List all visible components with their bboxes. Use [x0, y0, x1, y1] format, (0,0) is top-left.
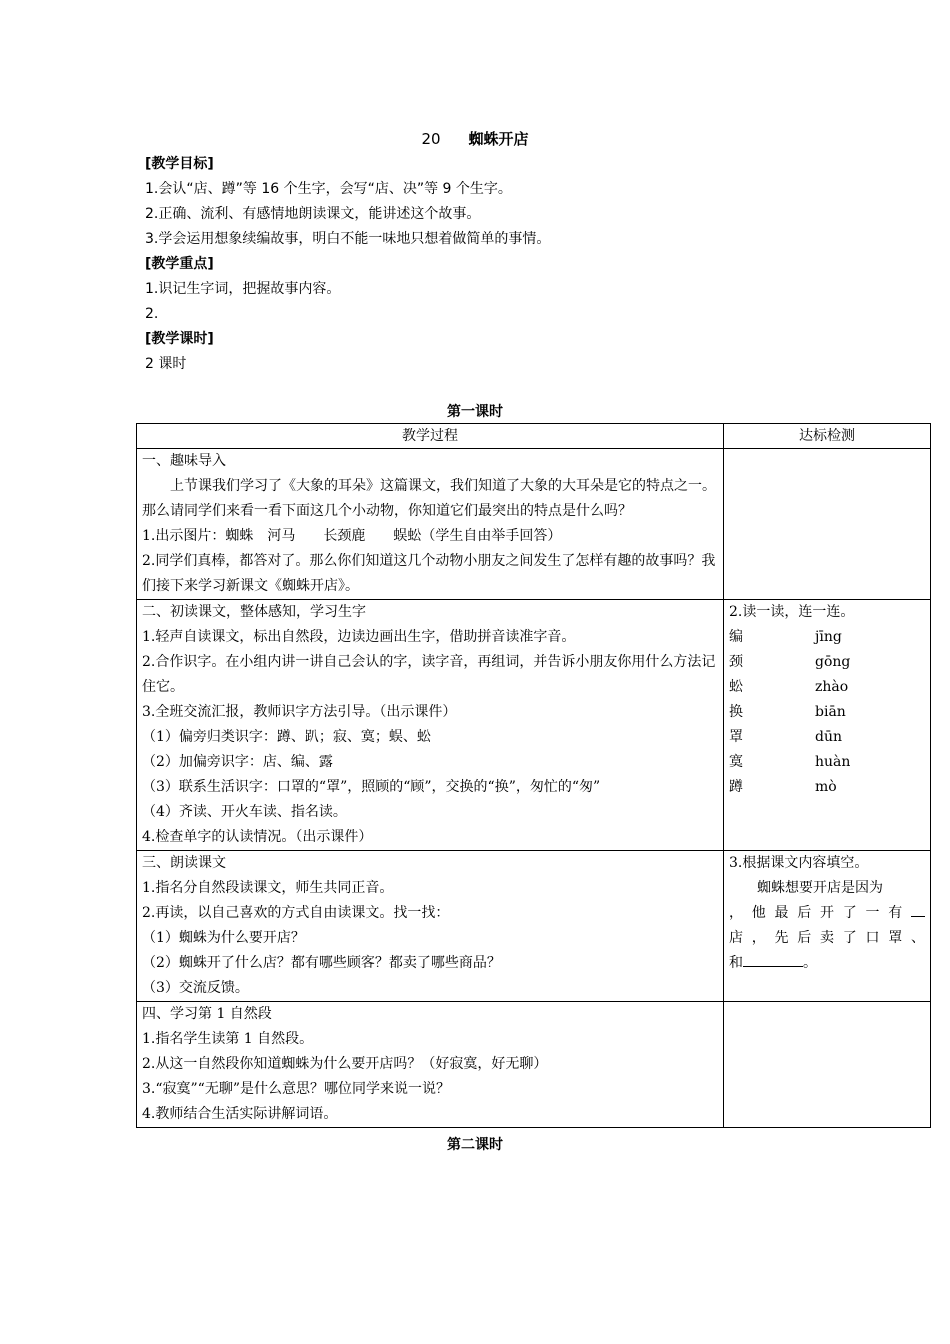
- pinyin-pair: [729, 750, 925, 775]
- goal-item: 1.会认“店、蹲”等 16 个生字，会写“店、决”等 9 个生字。: [145, 181, 512, 197]
- table-row: [137, 851, 931, 1002]
- check-heading: 2.读一读，连一连。: [729, 604, 855, 620]
- section-line: （3）联系生活识字：口罩的“罩”，照顾的“顾”，交换的“换”，匆忙的“匆”: [142, 779, 601, 795]
- check-cell: [724, 1002, 931, 1128]
- section-line: 4.检查单字的认读情况。（出示课件）: [142, 829, 373, 845]
- section-line: 3.全班交流汇报，教师识字方法引导。（出示课件）: [142, 704, 457, 720]
- lesson1-title: 第一课时: [447, 404, 503, 420]
- pair-pinyin: dūn: [815, 729, 842, 745]
- section-heading: 三、朗读课文: [142, 855, 226, 871]
- section-line: 3.“寂寞”“无聊”是什么意思？哪位同学来说一说？: [142, 1081, 450, 1097]
- pair-char: 颈: [729, 654, 743, 670]
- pair-char: 蹲: [729, 779, 743, 795]
- fill-line: [729, 926, 925, 951]
- section-line: （3）交流反馈。: [142, 980, 249, 996]
- page-title: [0, 128, 950, 149]
- section-heading: 二、初读课文，整体感知，学习生字: [142, 604, 366, 620]
- section-paragraph: 上节课我们学习了《大象的耳朵》这篇课文，我们知道了大象的大耳朵是它的特点之一。那么请同学们来看一看下面这几个小动物，你知道它们最突出的特点是什么吗？: [142, 478, 716, 519]
- intro-section: [145, 152, 845, 377]
- pair-pinyin: mò: [815, 779, 837, 795]
- pinyin-pair: [729, 775, 925, 800]
- table-header-row: [137, 424, 931, 449]
- fill-line: [729, 951, 925, 976]
- section-line: （1）蜘蛛为什么要开店？: [142, 930, 305, 946]
- fill-line: [729, 901, 925, 926]
- goals-heading: [教学目标]: [145, 156, 214, 172]
- section-line: 4.教师结合生活实际讲解词语。: [142, 1106, 338, 1122]
- lesson2-title: 第二课时: [447, 1137, 503, 1153]
- pair-char: 罩: [729, 729, 743, 745]
- section-line: 2.再读，以自己喜欢的方式自由读课文。找一找：: [142, 905, 450, 921]
- fill-blank: [743, 966, 803, 967]
- goal-item: 3.学会运用想象续编故事，明白不能一味地只想着做简单的事情。: [145, 231, 551, 247]
- process-cell: [137, 449, 724, 600]
- table-row: [137, 600, 931, 851]
- check-cell: [724, 600, 931, 851]
- section-line: （1）偏旁归类识字：蹲、趴；寂、寞；蜈、蚣: [142, 729, 431, 745]
- hours-heading: [教学课时]: [145, 331, 214, 347]
- focus-heading: [教学重点]: [145, 256, 214, 272]
- fill-text: 。: [803, 955, 817, 971]
- lesson1-table: [136, 423, 931, 1128]
- section-line: （4）齐读、开火车读、指名读。: [142, 804, 347, 820]
- section-heading: 一、趣味导入: [142, 453, 226, 469]
- fill-text: ，他最后开了一有: [729, 905, 911, 921]
- lesson-number: 20: [421, 130, 441, 148]
- table-row: [137, 449, 931, 600]
- check-heading: 3.根据课文内容填空。: [729, 855, 869, 871]
- pair-char: 寞: [729, 754, 743, 770]
- process-cell: [137, 600, 724, 851]
- section-line: 1.出示图片：蜘蛛 河马 长颈鹿 蜈蚣（学生自由举手回答）: [142, 528, 562, 544]
- fill-text: 店，先后卖了口罩、: [729, 930, 925, 946]
- pair-pinyin: zhào: [815, 679, 849, 695]
- pair-pinyin: huàn: [815, 754, 851, 770]
- section-heading: 四、学习第 1 自然段: [142, 1006, 272, 1022]
- pair-char: 换: [729, 704, 743, 720]
- pinyin-pair: [729, 625, 925, 650]
- pair-pinyin: gōng: [815, 654, 851, 670]
- table-row: [137, 1002, 931, 1128]
- lesson-name: 蜘蛛开店: [468, 130, 529, 148]
- process-cell: [137, 1002, 724, 1128]
- section-line: 2.同学们真棒，都答对了。那么你们知道这几个动物小朋友之间发生了怎样有趣的故事吗？我们接下来学习新课文《蜘蛛开店》。: [142, 553, 716, 594]
- section-line: （2）加偏旁识字：店、编、露: [142, 754, 333, 770]
- section-line: （2）蜘蛛开了什么店？都有哪些顾客？都卖了哪些商品？: [142, 955, 501, 971]
- section-line: 1.指名分自然段读课文，师生共同正音。: [142, 880, 394, 896]
- section-line: 2.合作识字。在小组内讲一讲自己会认的字，读字音，再组词，并告诉小朋友你用什么方法记住它。: [142, 654, 716, 695]
- check-cell: [724, 449, 931, 600]
- pinyin-pair: [729, 725, 925, 750]
- pinyin-pair: [729, 700, 925, 725]
- fill-text: 和: [729, 955, 743, 971]
- header-check: 达标检测: [724, 424, 931, 449]
- pinyin-pair: [729, 675, 925, 700]
- process-cell: [137, 851, 724, 1002]
- section-line: 2.从这一自然段你知道蜘蛛为什么要开店吗？（好寂寞，好无聊）: [142, 1056, 548, 1072]
- pair-char: 蚣: [729, 679, 743, 695]
- check-cell: [724, 851, 931, 1002]
- goal-item: 2.正确、流利、有感情地朗读课文，能讲述这个故事。: [145, 206, 481, 222]
- focus-item: 1.识记生字词，把握故事内容。: [145, 281, 341, 297]
- pinyin-pair: [729, 650, 925, 675]
- section-line: 1.指名学生读第 1 自然段。: [142, 1031, 314, 1047]
- fill-blank: [911, 916, 925, 917]
- focus-item: 2.: [145, 306, 159, 322]
- section-line: 1.轻声自读课文，标出自然段，边读边画出生字，借助拼音读准字音。: [142, 629, 576, 645]
- pair-char: 编: [729, 629, 743, 645]
- hours-value: 2 课时: [145, 356, 187, 372]
- header-process: 教学过程: [137, 424, 724, 449]
- pair-pinyin: biān: [815, 704, 846, 720]
- pair-pinyin: jīng: [815, 629, 842, 645]
- fill-line: 蜘蛛想要开店是因为: [757, 880, 883, 896]
